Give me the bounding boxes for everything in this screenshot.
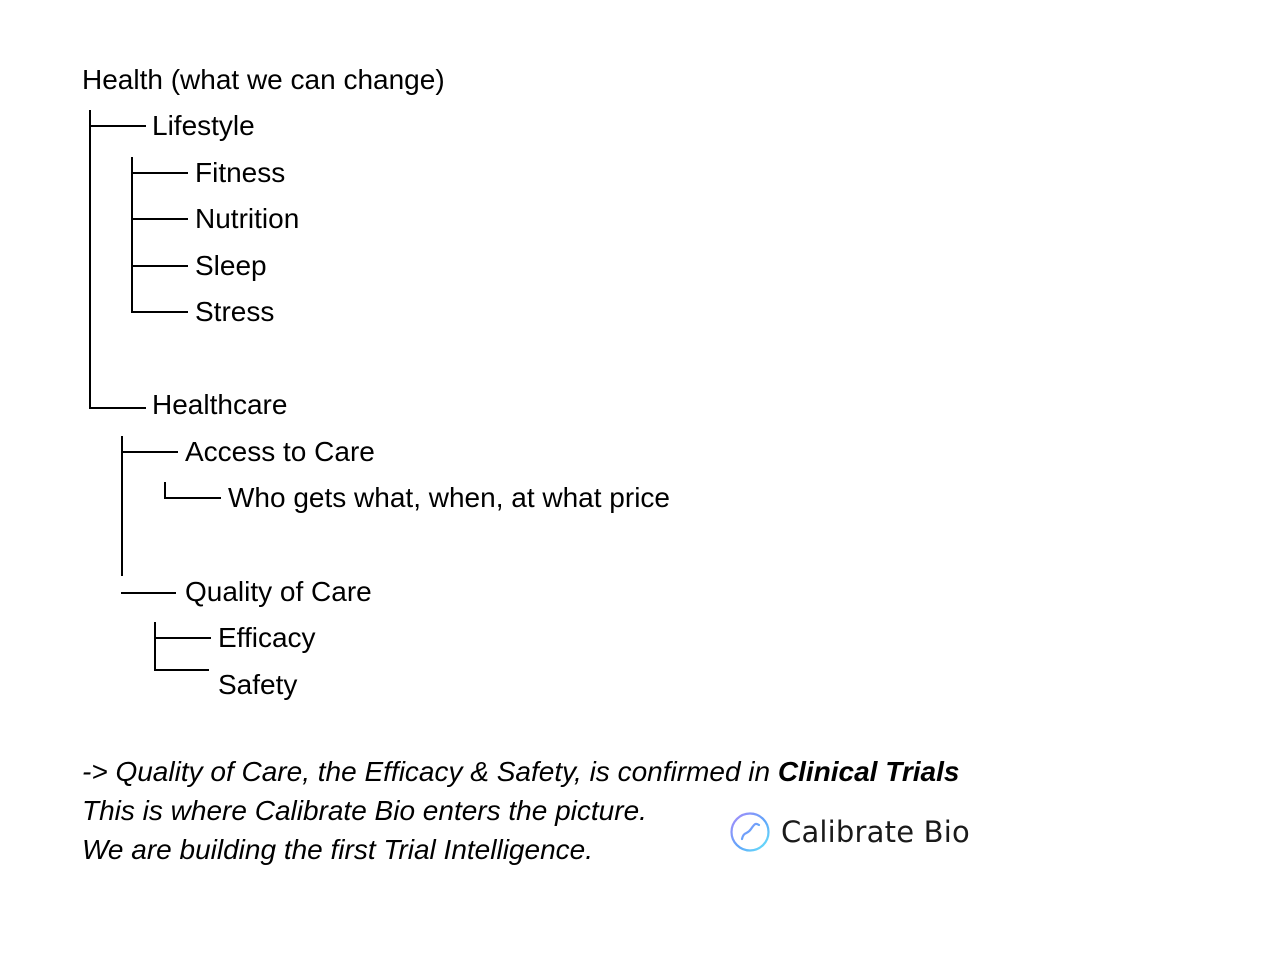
node-safety: Safety bbox=[218, 669, 298, 700]
calibrate-bio-logo-icon bbox=[729, 811, 771, 853]
summary-line-2: This is where Calibrate Bio enters the picture. bbox=[82, 795, 647, 826]
tree-root: Health (what we can change) bbox=[82, 64, 445, 95]
node-lifestyle: Lifestyle bbox=[152, 110, 255, 141]
summary-line-1 bbox=[82, 752, 959, 791]
calibrate-bio-logo bbox=[729, 810, 970, 854]
node-fitness: Fitness bbox=[195, 157, 286, 188]
connector-sleep bbox=[131, 250, 188, 282]
connector-quality-of-care bbox=[121, 560, 176, 594]
connector-nutrition bbox=[131, 203, 188, 235]
connector-healthcare bbox=[89, 375, 146, 409]
node-efficacy: Efficacy bbox=[218, 622, 316, 653]
node-who-gets-what: Who gets what, when, at what price bbox=[228, 482, 670, 513]
connector-efficacy bbox=[154, 622, 211, 654]
trunk-line bbox=[89, 110, 91, 378]
connector-lifestyle bbox=[89, 110, 146, 142]
node-quality-of-care: Quality of Care bbox=[185, 576, 372, 607]
connector-safety bbox=[154, 654, 209, 671]
logo-text: Calibrate Bio bbox=[781, 815, 970, 849]
connector-fitness bbox=[131, 157, 188, 189]
connector-who-gets-what bbox=[164, 482, 221, 499]
summary-clinical-trials: Clinical Trials bbox=[777, 756, 960, 787]
node-stress: Stress bbox=[195, 296, 275, 327]
node-sleep: Sleep bbox=[195, 250, 267, 281]
summary-line-1-prefix: -> Quality of Care, the Efficacy & Safety, is confirmed in bbox=[82, 756, 778, 787]
connector-stress bbox=[131, 296, 188, 313]
node-access-to-care: Access to Care bbox=[185, 436, 375, 467]
connector-access-to-care bbox=[121, 436, 178, 468]
summary-line-3: We are building the first Trial Intelligence. bbox=[82, 834, 593, 865]
node-healthcare: Healthcare bbox=[152, 389, 288, 420]
node-nutrition: Nutrition bbox=[195, 203, 300, 234]
